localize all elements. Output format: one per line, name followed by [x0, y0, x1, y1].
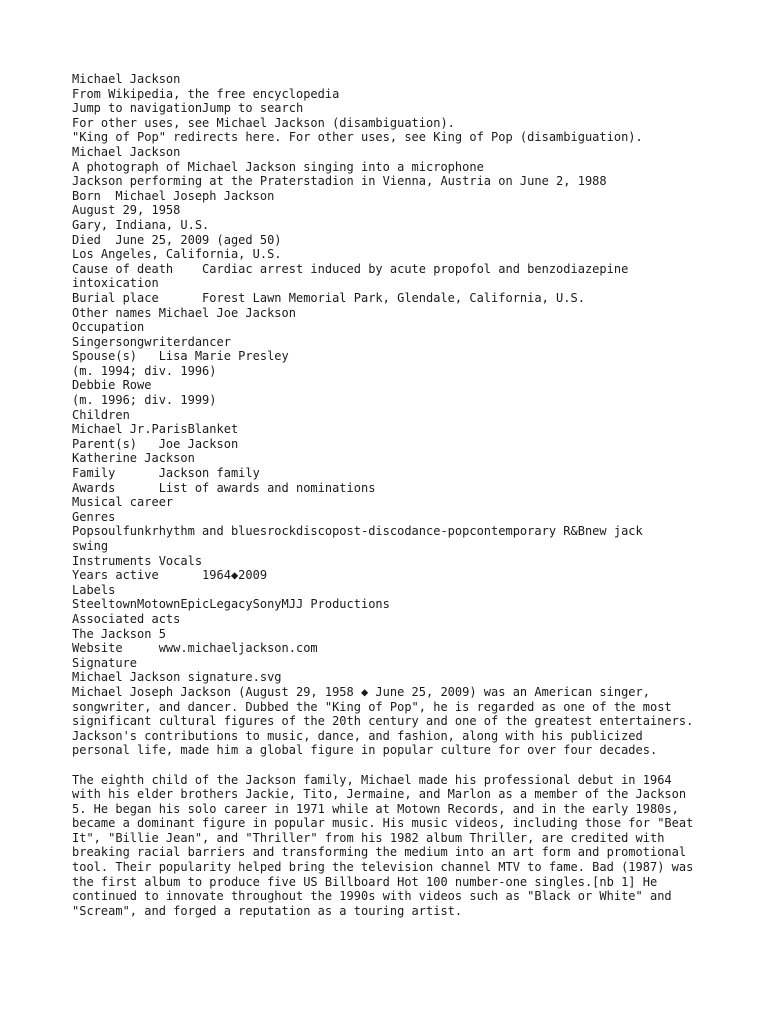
paragraph-spacer: [72, 758, 702, 773]
infobox-musical-career: Musical career: [72, 495, 174, 510]
document-page: [72, 72, 702, 918]
infobox-parent-1: Parent(s) Joe Jackson: [72, 436, 239, 451]
lead-paragraph-1: Michael Joseph Jackson (August 29, 1958 ◆ June 25, 2009) was an American singer, songwriter, and dancer. Dubbed the "King of Pop", he is regarded as one of the most significant cultural figures of the 20th century and one of the greatest entertainers. Jackson's contributions to music, dance, and fashion, along with his publicized personal life, made him a global figure in popular culture for over four decades.: [72, 684, 694, 758]
infobox-spouse-2-dates: (m. 1996; div. 1999): [72, 393, 217, 408]
infobox-birth-place: Gary, Indiana, U.S.: [72, 217, 210, 232]
jump-links[interactable]: Jump to navigationJump to search: [72, 101, 304, 116]
infobox-family: Family Jackson family: [72, 466, 260, 481]
infobox-cause-of-death-cont: intoxication: [72, 276, 159, 291]
infobox-labels-label: Labels: [72, 582, 116, 597]
infobox-other-names: Other names Michael Joe Jackson: [72, 305, 296, 320]
article-header: [72, 72, 702, 145]
infobox-labels-value: SteeltownMotownEpicLegacySonyMJJ Productions: [72, 597, 390, 612]
infobox-awards: Awards List of awards and nominations: [72, 480, 376, 495]
infobox-spouse-1: Spouse(s) Lisa Marie Presley: [72, 349, 289, 364]
infobox-occupation-value: Singersongwriterdancer: [72, 334, 231, 349]
infobox-signature-file: Michael Jackson signature.svg: [72, 670, 282, 685]
infobox-parent-2: Katherine Jackson: [72, 451, 195, 466]
redirect-note: "King of Pop" redirects here. For other uses, see King of Pop (disambiguation).: [72, 130, 643, 145]
article-title: Michael Jackson: [72, 72, 181, 86]
infobox-children-value: Michael Jr.ParisBlanket: [72, 422, 239, 437]
infobox-occupation-label: Occupation: [72, 320, 145, 335]
infobox-born: Born Michael Joseph Jackson: [72, 188, 275, 203]
infobox-spouse-1-dates: (m. 1994; div. 1996): [72, 363, 217, 378]
infobox-title: Michael Jackson: [72, 144, 181, 159]
infobox-burial-place: Burial place Forest Lawn Memorial Park, Glendale, California, U.S.: [72, 290, 585, 305]
infobox-years-active: Years active 1964◆2009: [72, 568, 268, 583]
infobox-died: Died June 25, 2009 (aged 50): [72, 232, 282, 247]
infobox-instruments: Instruments Vocals: [72, 553, 203, 568]
infobox-death-place: Los Angeles, California, U.S.: [72, 247, 282, 262]
infobox-birth-date: August 29, 1958: [72, 203, 181, 218]
infobox-associated-acts-label: Associated acts: [72, 611, 181, 626]
infobox-associated-acts-value: The Jackson 5: [72, 626, 166, 641]
lead-paragraph-2: The eighth child of the Jackson family, Michael made his professional debut in 1964 with his elder brothers Jackie, Tito, Jermaine, and Marlon as a member of the Jackson 5. He began his solo career in 1971 while at Motown Records, and in the early 1980s, became a dominant figure in popular music. His music videos, including those for "Beat It", "Billie Jean", and "Thriller" from his 1982 album Thriller, are credited with breaking racial barriers and transforming the medium into an art form and promotional tool. Their popularity helped bring the television channel MTV to fame. Bad (1987) was the first album to produce five US Billboard Hot 100 number-one singles.[nb 1] He continued to innovate throughout the 1990s with videos such as "Black or White" and "Scream", and forged a reputation as a touring artist.: [72, 772, 694, 918]
infobox-website[interactable]: Website www.michaeljackson.com: [72, 641, 318, 656]
infobox-genres-value: Popsoulfunkrhythm and bluesrockdiscopost-discodance-popcontemporary R&Bnew jack: [72, 524, 643, 539]
infobox-spouse-2: Debbie Rowe: [72, 378, 152, 393]
infobox: [72, 145, 702, 685]
infobox-image-caption: Jackson performing at the Praterstadion in Vienna, Austria on June 2, 1988: [72, 174, 607, 189]
infobox-cause-of-death: Cause of death Cardiac arrest induced by acute propofol and benzodiazepine: [72, 261, 629, 276]
disambiguation-note: For other uses, see Michael Jackson (disambiguation).: [72, 115, 455, 130]
article-source-line: From Wikipedia, the free encyclopedia: [72, 86, 340, 101]
infobox-image-alt: A photograph of Michael Jackson singing into a microphone: [72, 159, 484, 174]
infobox-genres-label: Genres: [72, 509, 116, 524]
article-body: [72, 685, 702, 919]
infobox-genres-value-cont: swing: [72, 539, 109, 553]
infobox-signature-label: Signature: [72, 655, 138, 670]
infobox-children-label: Children: [72, 407, 130, 422]
